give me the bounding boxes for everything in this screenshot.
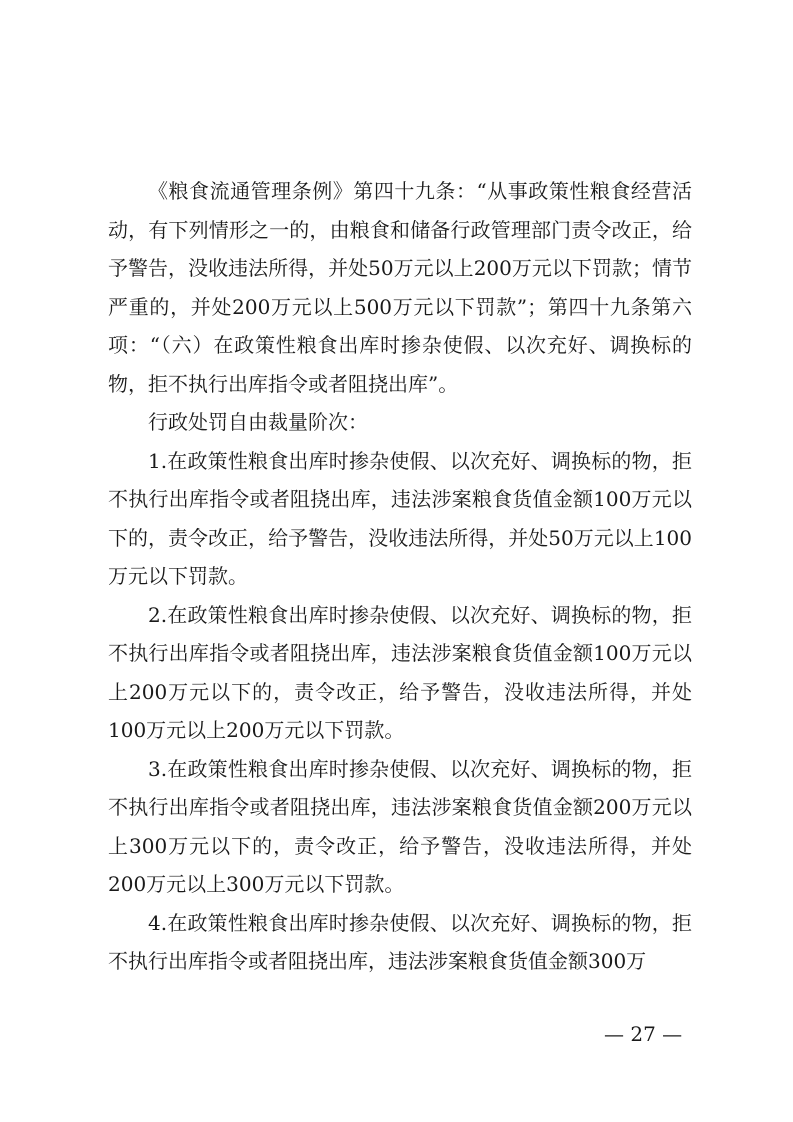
discretion-levels-heading: 行政处罚自由裁量阶次： <box>148 410 368 434</box>
level-3-paragraph: 3.在政策性粮食出库时掺杂使假、以次充好、调换标的物，拒不执行出库指令或者阻挠出库，违法涉案粮食货值金额200万元以上300万元以下的，责令改正，给予警告，没收违法所得，并处200万元以上300万元以下罚款。 <box>108 756 692 896</box>
level-1-paragraph: 1.在政策性粮食出库时掺杂使假、以次充好、调换标的物，拒不执行出库指令或者阻挠出库，违法涉案粮食货值金额100万元以下的，责令改正，给予警告，没收违法所得，并处50万元以上100万元以下罚款。 <box>108 448 692 588</box>
body-text <box>108 172 692 981</box>
level-2-paragraph: 2.在政策性粮食出库时掺杂使假、以次充好、调换标的物，拒不执行出库指令或者阻挠出库，违法涉案粮食货值金额100万元以上200万元以下的，责令改正，给予警告，没收违法所得，并处100万元以上200万元以下罚款。 <box>108 602 692 742</box>
level-4-paragraph: 4.在政策性粮食出库时掺杂使假、以次充好、调换标的物，拒不执行出库指令或者阻挠出库，违法涉案粮食货值金额300万 <box>108 910 692 973</box>
page-number: — 27 — <box>604 1022 683 1046</box>
regulation-citation-paragraph: 《粮食流通管理条例》第四十九条：“从事政策性粮食经营活动，有下列情形之一的，由粮食和储备行政管理部门责令改正，给予警告，没收违法所得，并处50万元以上200万元以下罚款；情节严重的，并处200万元以上500万元以下罚款”；第四十九条第六项：“（六）在政策性粮食出库时掺杂使假、以次充好、调换标的物，拒不执行出库指令或者阻挠出库”。 <box>108 179 692 396</box>
